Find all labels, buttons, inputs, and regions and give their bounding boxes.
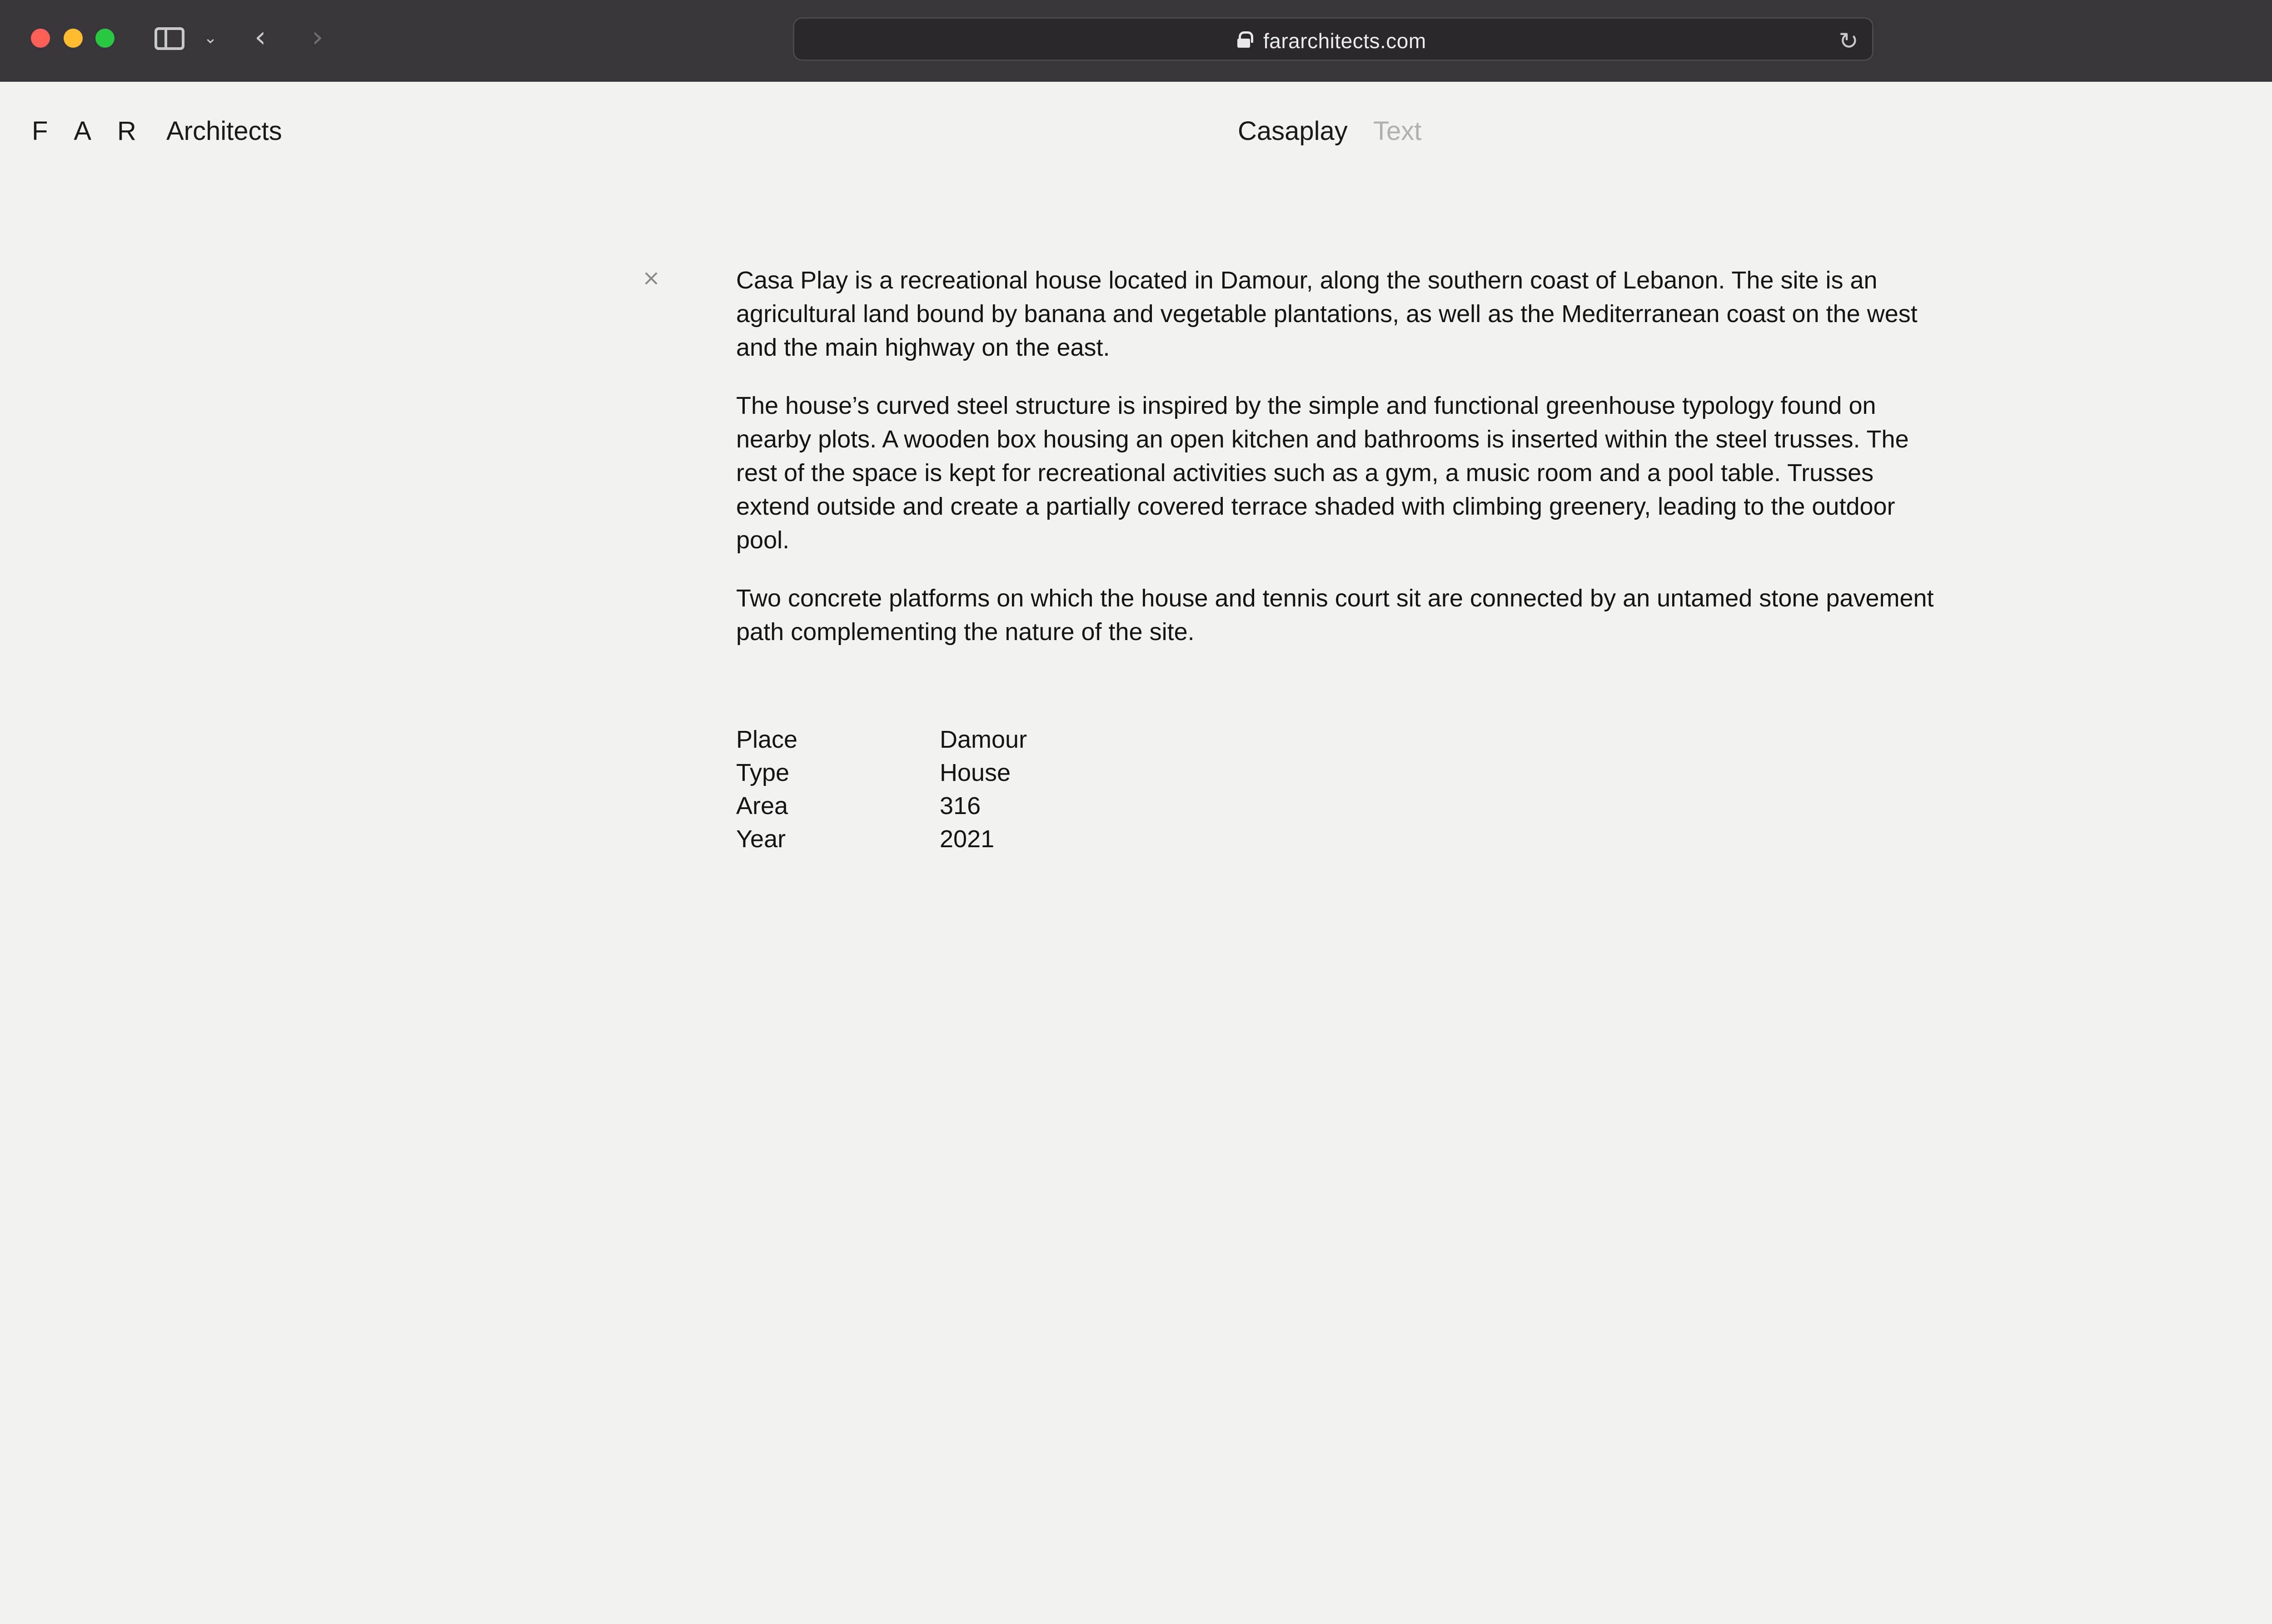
detail-label: Year (736, 825, 786, 853)
site-logo[interactable]: F A R (32, 116, 146, 146)
detail-row (736, 823, 1191, 856)
project-details (736, 723, 1191, 856)
site-name-link[interactable]: Architects (166, 116, 282, 146)
detail-label: Place (736, 726, 798, 753)
detail-row (736, 756, 1191, 790)
description-paragraph: The house’s curved steel structure is inspired by the simple and functional greenhouse typology found on nearby plots. A wooden box housing an open kitchen and bathrooms is inserted within the steel trusses. The rest of the space is kept for recreational activities such as a gym, a music room and a pool table. Trusses extend outside and create a partially covered terrace shaded with climbing greenery, leading to the outdoor pool. (736, 392, 1909, 554)
detail-row (736, 723, 1191, 756)
window-maximize-button[interactable] (95, 29, 115, 48)
chevron-down-icon[interactable]: ⌄ (204, 29, 218, 47)
detail-value: 2021 (940, 825, 995, 853)
window-minimize-button[interactable] (64, 29, 83, 48)
detail-label: Area (736, 792, 788, 819)
url-text[interactable]: fararchitects.com (1263, 29, 1426, 53)
browser-toolbar (0, 0, 2272, 82)
project-description (736, 263, 1940, 673)
site-header (0, 82, 2272, 186)
detail-row (736, 790, 1191, 823)
description-paragraph: Casa Play is a recreational house located in Damour, along the southern coast of Lebanon. The site is an agricultural land bound by banana and vegetable plantations, as well as the Mediterranean coast on the west and the main highway on the east. (736, 267, 1918, 361)
close-icon[interactable]: × (642, 265, 661, 291)
address-bar[interactable] (793, 17, 1873, 61)
sidebar-toggle-icon[interactable] (154, 27, 184, 50)
forward-arrow-icon[interactable]: › (312, 20, 324, 54)
detail-value: 316 (940, 792, 981, 819)
back-arrow-icon[interactable]: ‹ (254, 20, 266, 54)
description-paragraph: Two concrete platforms on which the house and tennis court sit are connected by an untamed stone pavement path complementing the nature of the site. (736, 585, 1934, 646)
tab-text[interactable]: Text (1373, 116, 1422, 146)
detail-label: Type (736, 759, 790, 786)
detail-value: Damour (940, 726, 1027, 753)
detail-value: House (940, 759, 1011, 786)
lock-icon (1237, 31, 1250, 48)
reload-icon[interactable]: ↻ (1839, 28, 1858, 55)
tab-casaplay[interactable]: Casaplay (1238, 116, 1348, 146)
window-close-button[interactable] (31, 29, 50, 48)
